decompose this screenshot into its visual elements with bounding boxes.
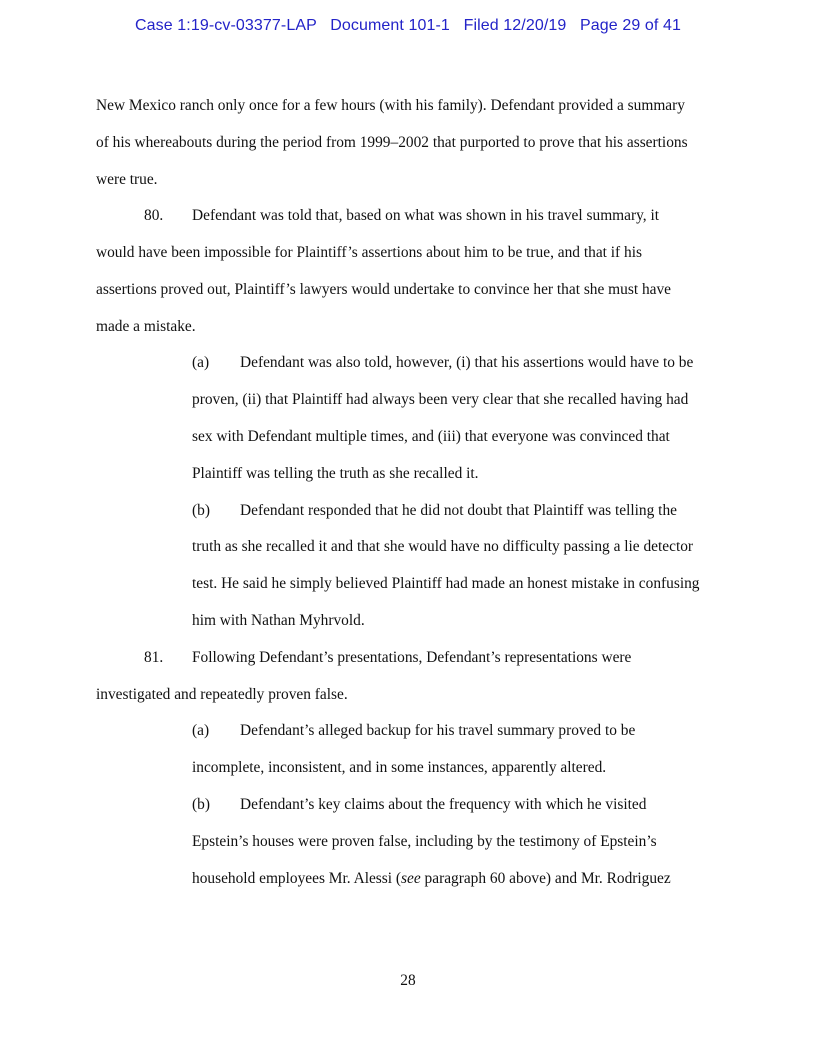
subparagraph-label: (a) <box>192 354 210 371</box>
body-line: made a mistake. <box>96 318 196 335</box>
see-citation: see <box>401 870 421 887</box>
body-line: investigated and repeatedly proven false. <box>96 686 348 703</box>
paragraph-number: 81. <box>144 649 164 666</box>
body-line: Defendant was told that, based on what was shown in his travel summary, it <box>192 207 660 224</box>
text-span: paragraph 60 above) and Mr. Rodriguez <box>420 870 671 887</box>
body-line: assertions proved out, Plaintiff’s lawyers would undertake to convince her that she must have <box>96 281 672 298</box>
subparagraph-label: (b) <box>192 502 210 519</box>
body-line: Following Defendant’s presentations, Defendant’s representations were <box>192 649 632 666</box>
case-header <box>0 17 816 35</box>
page-number: 28 <box>400 972 416 989</box>
filed-date: Filed 12/20/19 <box>463 17 567 34</box>
body-line: Defendant’s key claims about the frequency with which he visited <box>240 796 647 813</box>
body-line: Defendant responded that he did not doubt that Plaintiff was telling the <box>240 502 677 519</box>
body-line: test. He said he simply believed Plaintiff had made an honest mistake in confusing <box>192 575 700 592</box>
document-number: Document 101-1 <box>330 17 450 34</box>
body-line: Epstein’s houses were proven false, including by the testimony of Epstein’s <box>192 833 657 850</box>
body-line: Defendant’s alleged backup for his travel summary proved to be <box>240 722 636 739</box>
body-line: him with Nathan Myhrvold. <box>192 612 365 629</box>
paragraph-number: 80. <box>144 207 164 224</box>
body-line: were true. <box>96 171 158 188</box>
text-span: household employees Mr. Alessi ( <box>192 870 402 887</box>
case-number: Case 1:19-cv-03377-LAP <box>135 17 317 34</box>
page-indicator: Page 29 of 41 <box>580 17 681 34</box>
body-line: proven, (ii) that Plaintiff had always been very clear that she recalled having had <box>192 391 689 408</box>
body-line: sex with Defendant multiple times, and (iii) that everyone was convinced that <box>192 428 670 445</box>
body-line: would have been impossible for Plaintiff’s assertions about him to be true, and that if his <box>96 244 642 261</box>
body-line: Plaintiff was telling the truth as she recalled it. <box>192 465 479 482</box>
subparagraph-label: (a) <box>192 722 210 739</box>
body-line: truth as she recalled it and that she would have no difficulty passing a lie detector <box>192 538 694 555</box>
body-line <box>192 870 671 888</box>
body-line: incomplete, inconsistent, and in some instances, apparently altered. <box>192 759 607 776</box>
body-line: of his whereabouts during the period from 1999–2002 that purported to prove that his assertions <box>96 134 688 151</box>
subparagraph-label: (b) <box>192 796 210 813</box>
body-line: New Mexico ranch only once for a few hours (with his family). Defendant provided a summary <box>96 97 685 114</box>
body-line: Defendant was also told, however, (i) that his assertions would have to be <box>240 354 694 371</box>
